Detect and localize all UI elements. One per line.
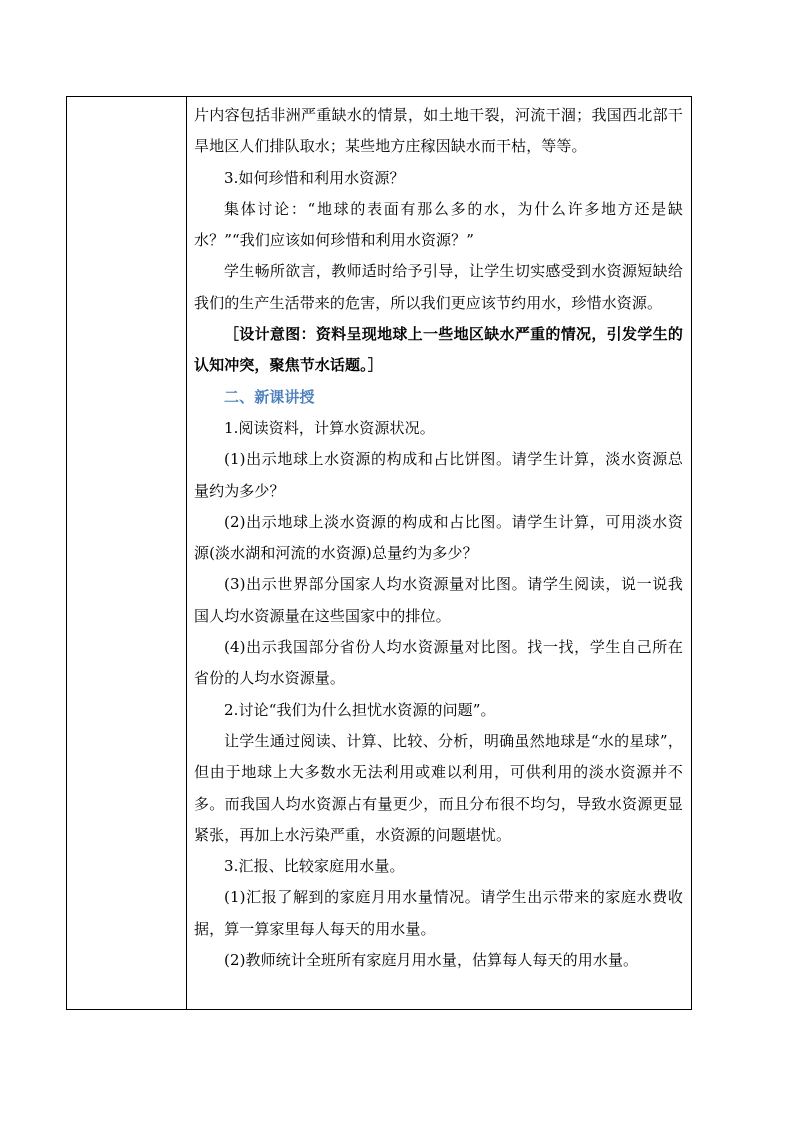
paragraph-step-1-item-2: (2)出示地球上淡水资源的构成和占比图。请学生计算，可用淡水资源(淡水湖和河流的水资源)总量约为多少？ [194,512,683,563]
paragraph-step-1-item-1: (1)出示地球上水资源的构成和占比饼图。请学生计算，淡水资源总量约为多少？ [194,450,683,500]
paragraph-step-2-detail: 让学生通过阅读、计算、比较、分析，明确虽然地球是“水的星球”，但由于地球上大多数水无法利用或难以利用，可供利用的淡水资源并不多。而我国人均水资源占有量更少，而且分布很不均匀，导致水资源更显紧张，再加上水污染严重，水资源的问题堪忧。 [194,731,683,844]
section-heading-new-lesson: 二、新课讲授 [224,387,315,406]
paragraph-step-2: 2.讨论“我们为什么担忧水资源的问题”。 [224,700,496,719]
paragraph-step-1-item-4: (4)出示我国部分省份人均水资源量对比图。找一找，学生自己所在省份的人均水资源量。 [194,638,683,688]
paragraph-step-3-item-2: (2)教师统计全班所有家庭月用水量，估算每人每天的用水量。 [224,951,639,970]
paragraph-step-3: 3.汇报、比较家庭用水量。 [224,857,405,876]
paragraph-student-response: 学生畅所欲言，教师适时给予引导，让学生切实感受到水资源短缺给我们的生产生活带来的危害，所以我们更应该节约用水，珍惜水资源。 [194,262,683,312]
paragraph-intro-continuation: 片内容包括非洲严重缺水的情景，如土地干裂，河流干涸；我国西北部干旱地区人们排队取水；某些地方庄稼因缺水而干枯，等等。 [194,106,683,156]
paragraph-design-intent: ［设计意图：资料呈现地球上一些地区缺水严重的情况，引发学生的认知冲突，聚焦节水话题。］ [194,325,683,375]
lesson-table [66,96,692,1010]
left-column-cell [67,97,187,1009]
paragraph-question-3: 3.如何珍惜和利用水资源？ [224,168,405,187]
paragraph-step-1-item-3: (3)出示世界部分国家人均水资源量对比图。请学生阅读，说一说我国人均水资源量在这些国家中的排位。 [194,575,683,625]
content-cell [187,97,691,1009]
paragraph-group-discussion: 集体讨论：“地球的表面有那么多的水，为什么许多地方还是缺水？”“我们应该如何珍惜和利用水资源？” [194,199,683,250]
paragraph-step-3-item-1: (1)汇报了解到的家庭月用水量情况。请学生出示带来的家庭水费收据，算一算家里每人每天的用水量。 [194,888,683,938]
paragraph-step-1: 1.阅读资料，计算水资源状况。 [224,418,435,437]
